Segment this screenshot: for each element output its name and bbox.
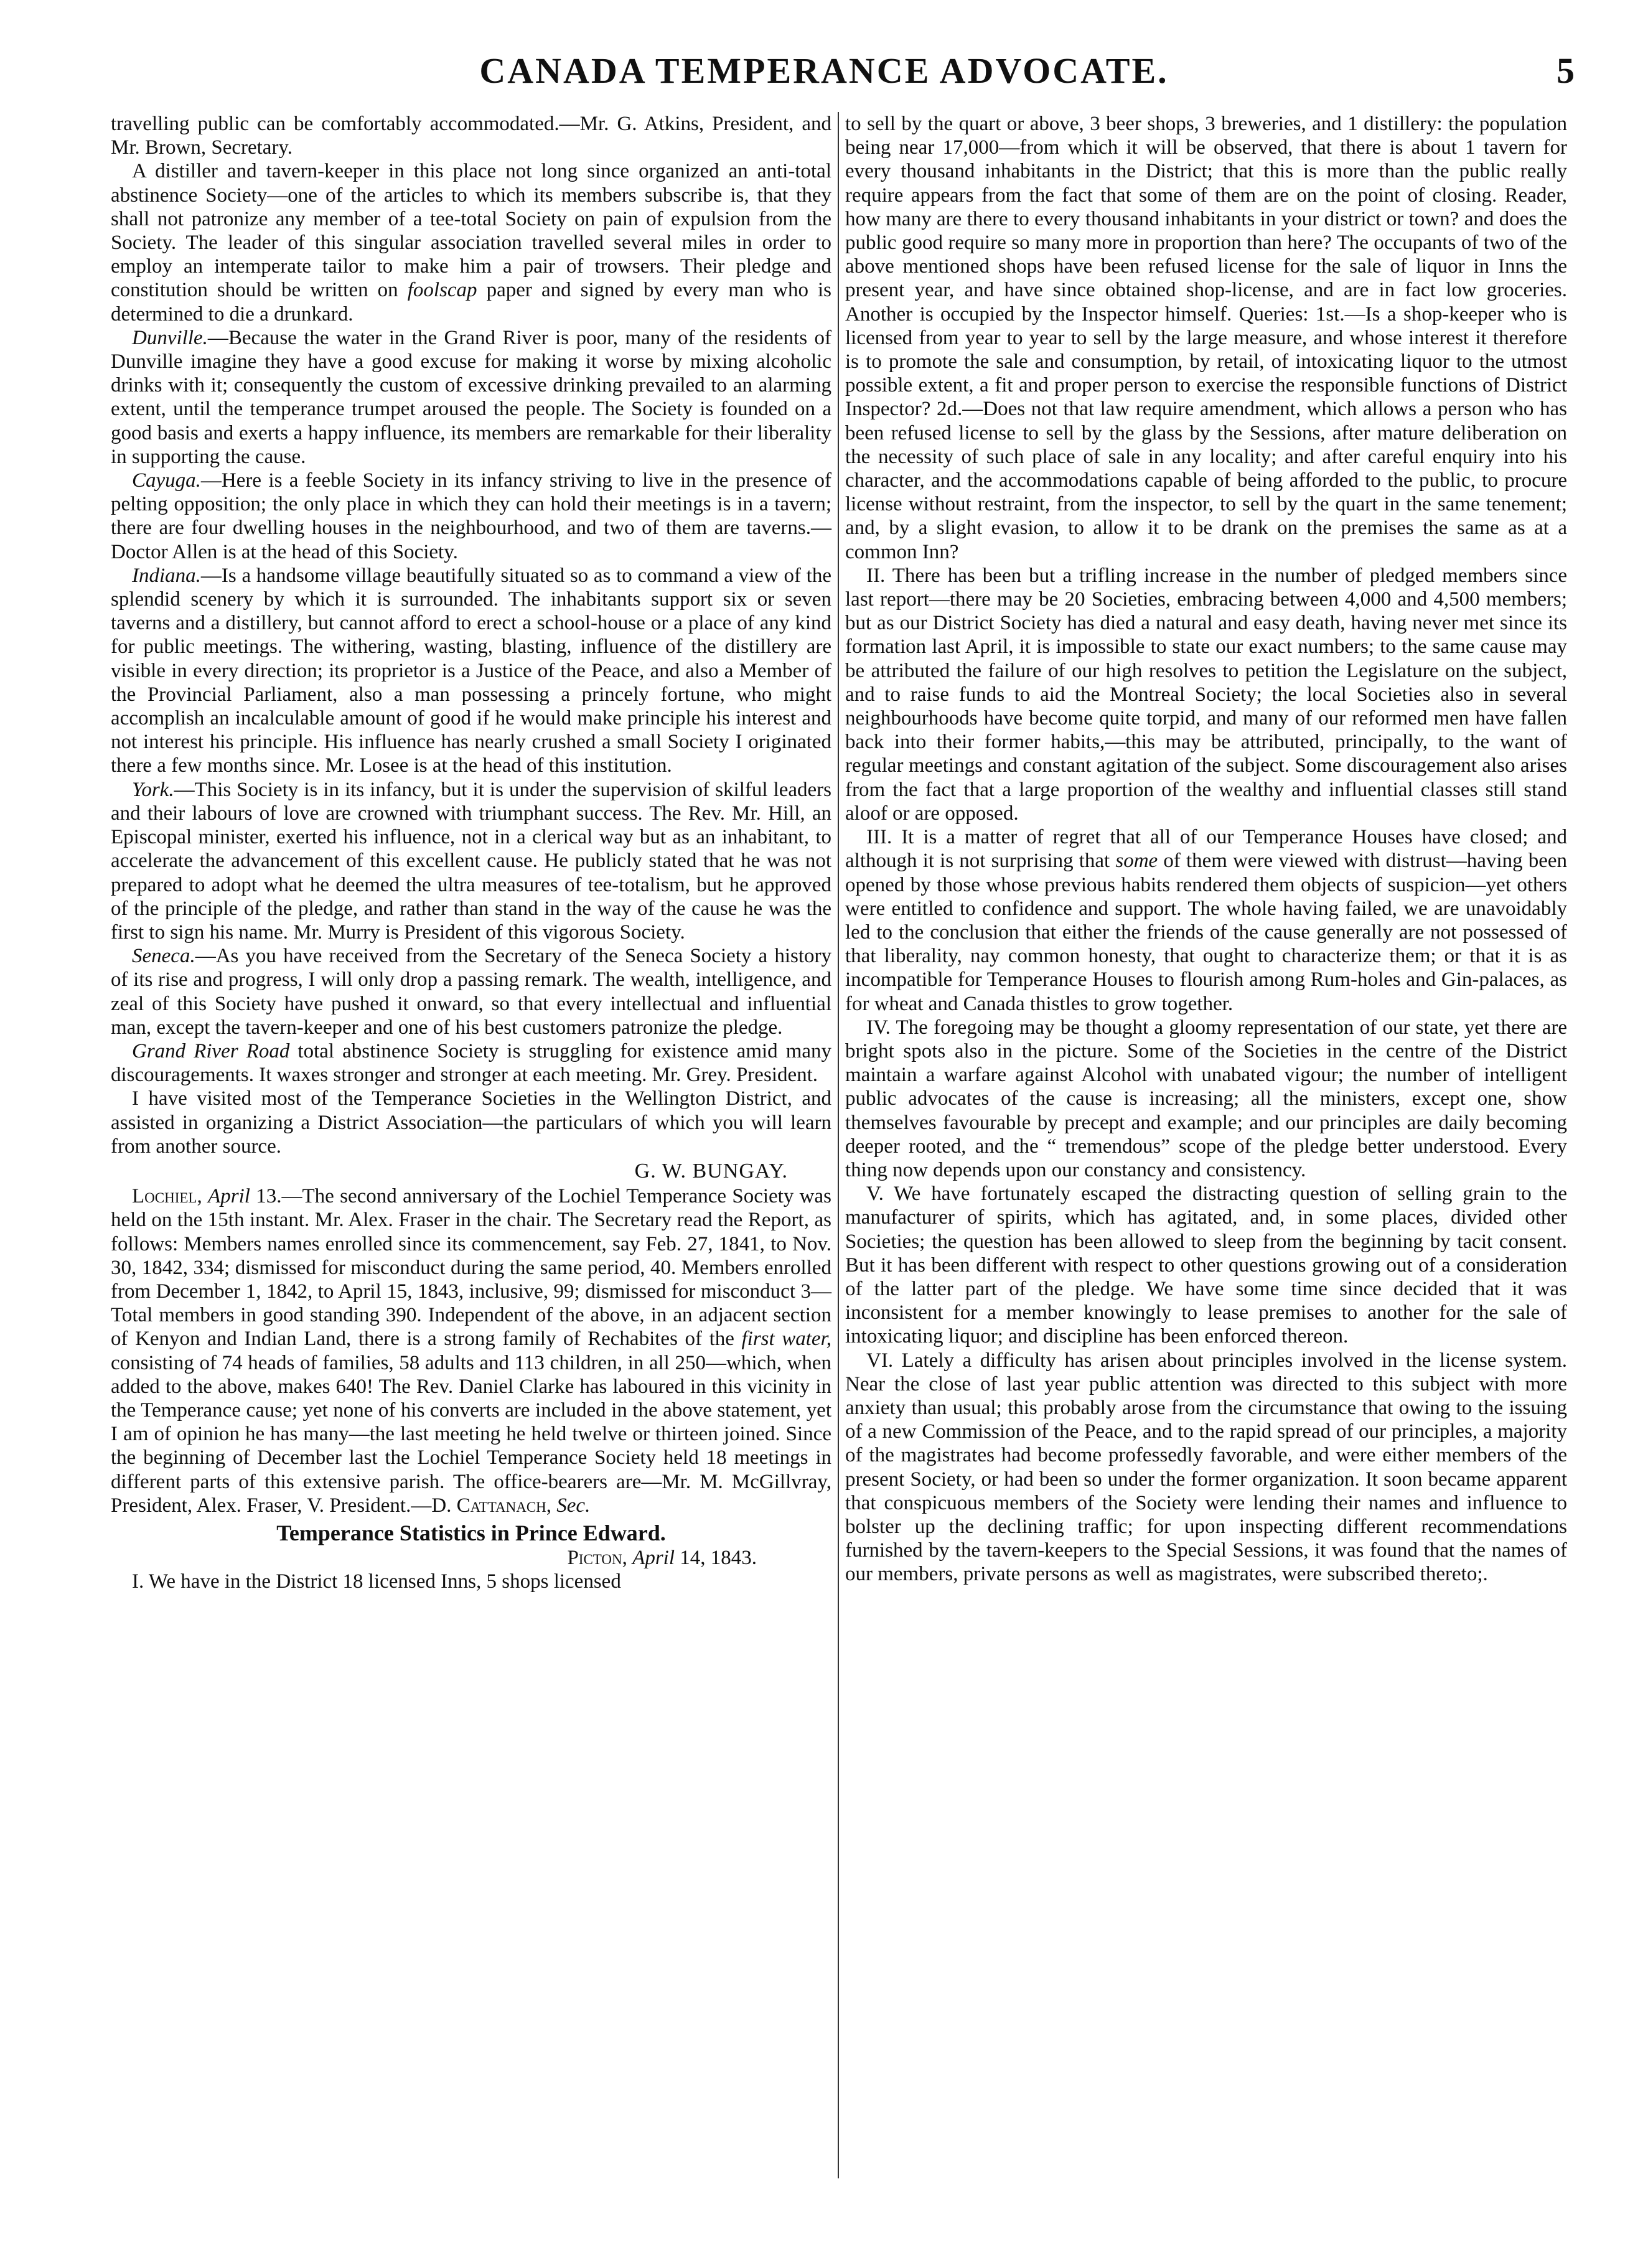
paragraph-seneca: Seneca.—As you have received from the Secretary of the Seneca Society a history of its rise and progress, I will only drop a passing remark. The wealth, intelligence, and zeal of this Society have pushed it onward, so that every intellectual and influential man, except the tavern-keeper and one of his best customers patronize the pledge. [111, 945, 831, 1039]
masthead-title: CANADA TEMPERANCE ADVOCATE. [479, 50, 1169, 91]
paragraph-statistics-cont: to sell by the quart or above, 3 beer shops, 3 breweries, and 1 distillery: the population being near 17,000—from which it will be observed, that there is about 1 tavern for every thousand inhabitants in the District; that this is more than the public really require appears from the fact that some of them are on the point of closing. Reader, how many are there to every thousand inhabitants in your district or town? and does the public good require so many more in proportion than here? The occupants of two of the above mentioned shops have been refused license for the sale of liquor in Inns the present year, and have since obtained shop-license, and are in fact low groceries. Another is occupied by the Inspector himself. Queries: 1st.—Is a shop-keeper who is licensed from year to year to sell by the large measure, and whose interest it therefore is to promote the sale and consumption, by retail, of intoxicating liquor to the utmost possible extent, a fit and proper person to exercise the responsible functions of District Inspector? 2d.—Does not that law require amendment, which allows a person who has been refused license to sell by the glass by the Sessions, after mature deliberation on the necessity of such place of sale in any locality; and after careful enquiry into his character, and the accommodations capable of being afforded to the public, to procure license without restraint, from the inspector, to sell by the quart in the same tenement; and, by a slight evasion, to allow it to be drank on the premises the same as at a common Inn? [845, 113, 1567, 563]
page-header [0, 50, 1648, 100]
paragraph-york: York.—This Society is in its infancy, but it is under the supervision of skilful leaders and their labours of love are crowned with triumphant success. The Rev. Mr. Hill, an Episcopal minister, exerted his influence, not in a clerical way but as an inhabitant, to accelerate the advancement of this excellent cause. He publicly stated that he was not prepared to adopt what he deemed the ultra measures of tee-totalism, but he approved of the principle of the pledge, and rather than stand in the way of the cause he was the first to sign his name. Mr. Murry is President of this vigorous Society. [111, 778, 831, 944]
right-column [845, 112, 1567, 1586]
paragraph-grand-river: Grand River Road total abstinence Society is struggling for existence amid many discouragements. It waxes stronger and stronger at each meeting. Mr. Grey. President. [111, 1039, 832, 1087]
paragraph-lochiel: Lochiel, April 13.—The second anniversary of the Lochiel Temperance Society was held on the 15th instant. Mr. Alex. Fraser in the chair. The Secretary read the Report, as follows: Members names enrolled since its commencement, say Feb. 27, 1841, to Nov. 30, 1842, 334; dismissed for misconduct during the same period, 40. Members enrolled from December 1, 1842, to April 15, 1843, inclusive, 99; dismissed for misconduct 3—Total members in good standing 390. Independent of the above, in an adjacent section of Kenyon and Indian Land, there is a strong family of Rechabites of the first water, consisting of 74 heads of families, 58 adults and 113 children, in all 250—which, when added to the above, makes 640! The Rev. Daniel Clarke has laboured in this vicinity in the Temperance cause; yet none of his converts are included in the above statement, yet I am of opinion he has many—the last meeting he held twelve or thirteen joined. Since the beginning of December last the Lochiel Temperance Society held 18 meetings in different parts of this extensive parish. The office-bearers are—Mr. M. McGillvray, President, Alex. Fraser, V. President.—D. Cattanach, Sec. [111, 1185, 832, 1517]
paragraph-visited: I have visited most of the Temperance Societies in the Wellington District, and assisted in organizing a District Association—the particulars of which you will learn from another source. [111, 1087, 831, 1158]
place-heading: Cayuga. [132, 469, 201, 492]
left-column [111, 112, 831, 1594]
place-heading: Indiana. [132, 564, 201, 587]
place-heading: Seneca. [132, 945, 195, 968]
place-heading: York. [132, 778, 174, 801]
paragraph-intro: travelling public can be comfortably accommodated.—Mr. G. Atkins, President, and Mr. Brown, Secretary. [111, 113, 831, 159]
paragraph-statistics-start: I. We have in the District 18 licensed Inns, 5 shops licensed [132, 1570, 621, 1593]
paragraph-dunville: Dunville.—Because the water in the Grand River is poor, many of the residents of Dunville imagine they have a good excuse for making it worse by mixing alcoholic drinks with it; consequently the custom of excessive drinking prevailed to an alarming extent, until the temperance trumpet aroused the people. The Society is founded on a good basis and exerts a happy influence, its members are remarkable for their liberality in supporting the cause. [111, 326, 831, 468]
paragraph-v: V. We have fortunately escaped the distracting question of selling grain to the manufacturer of spirits, which has agitated, and, in some places, divided other Societies; the question has been allowed to sleep from the beginning by tacit consent. But it has been different with respect to other questions growing out of a consideration of the latter part of the pledge. We have some time since decided that it was inconsistent for a member knowingly to lease premises to another for the sale of intoxicating liquor; and discipline has been enforced thereon. [845, 1183, 1567, 1348]
paragraph-iii: III. It is a matter of regret that all of our Temperance Houses have closed; and although it is not surprising that some of them were viewed with distrust—having been opened by those whose previous habits rendered them objects of suspicion—yet others were entitled to confidence and support. The whole having failed, we are unavoidably led to the conclusion that either the friends of the cause generally are not possessed of that liberality, nay common honesty, that ought to characterize them; or that it is as incompatible for Temperance Houses to flourish among Rum-holes and Gin-palaces, as for wheat and Canada thistles to grow together. [845, 826, 1568, 1015]
paragraph-anti-society: A distiller and tavern-keeper in this place not long since organized an anti-total abstinence Society—one of the articles to which its members subscribe is, that they shall not patronize any member of a tee-total Society on pain of expulsion from the Society. The leader of this singular association travelled several miles in order to employ an intemperate tailor to make him a pair of trowsers. Their pledge and constitution should be written on foolscap paper and signed by every man who is determined to die a drunkard. [111, 160, 832, 326]
signature: G. W. BUNGAY. [634, 1159, 788, 1183]
place-heading: Grand River Road [132, 1039, 290, 1062]
dateline: Picton, April 14, 1843. [567, 1547, 757, 1570]
paragraph-vi: VI. Lately a difficulty has arisen about principles involved in the license system. Near the close of last year public attention was directed to this subject with more anxiety than usual; this probably arose from the circumstance that owing to the issuing of a new Commission of the Peace, and to the rapid spread of our principles, a majority of the magistrates had become professedly favorable, and were either members of the present Society, or had been so under the former organization. It soon became apparent that conspicuous members of the Society were lending their names and influence to bolster up the declining traffic; for upon inspecting different recommendations furnished by the tavern-keepers to the Special Sessions, it was found that the names of our members, private persons as well as magistrates, were subscribed thereto;. [845, 1349, 1567, 1586]
place-heading: Dunville. [132, 326, 208, 349]
section-subhead: Temperance Statistics in Prince Edward. [276, 1520, 666, 1545]
paragraph-ii: II. There has been but a trifling increase in the number of pledged members since last report—there may be 20 Societies, embracing between 4,000 and 4,500 members; but as our District Society has died a natural and easy death, having never met since its formation last April, it is impossible to state our exact numbers; to the same cause may be attributed the failure of our high resolves to petition the Legislature on the subject, and to raise funds to aid the Montreal Society; the local Societies also in several neighbourhoods have become quite torpid, and many of our reformed men have fallen back into their former habits,—this may be attributed, principally, to the want of regular meetings and constant agitation of the subject. Some discouragement also arises from the fact that a large proportion of the wealthy and influential classes still stand aloof or are opposed. [845, 564, 1567, 825]
page-number: 5 [1557, 50, 1575, 91]
paragraph-iv: IV. The foregoing may be thought a gloomy representation of our state, yet there are bright spots also in the picture. Some of the Societies in the centre of the District maintain a warfare against Alcohol with unabated vigour; the number of intelligent public advocates of the cause is increasing; all the ministers, except one, show themselves favourable by precept and example; and our principles are daily becoming deeper rooted, and the “ tremendous” scope of the pledge better understood. Every thing now depends upon our constancy and consistency. [845, 1016, 1567, 1181]
paragraph-indiana: Indiana.—Is a handsome village beautifully situated so as to command a view of the splendid scenery by which it is surrounded. The inhabitants support six or seven taverns and a distillery, but cannot afford to erect a school-house or a place of any kind for public meetings. The withering, wasting, blasting, influence of the distillery are visible in every direction; its proprietor is a Justice of the Peace, and also a Member of the Provincial Parliament, also a man possessing a princely fortune, who might accomplish an incalculable amount of good if he would make principle his interest and not interest his principle. His influence has nearly crushed a small Society I originated there a few months since. Mr. Losee is at the head of this institution. [111, 564, 831, 777]
paragraph-cayuga: Cayuga.—Here is a feeble Society in its infancy striving to live in the presence of pelting opposition; the only place in which they can hold their meetings is in a tavern; there are four dwelling houses in the neighbourhood, and two of them are taverns.—Doctor Allen is at the head of this Society. [111, 469, 831, 563]
column-divider [838, 112, 839, 2178]
